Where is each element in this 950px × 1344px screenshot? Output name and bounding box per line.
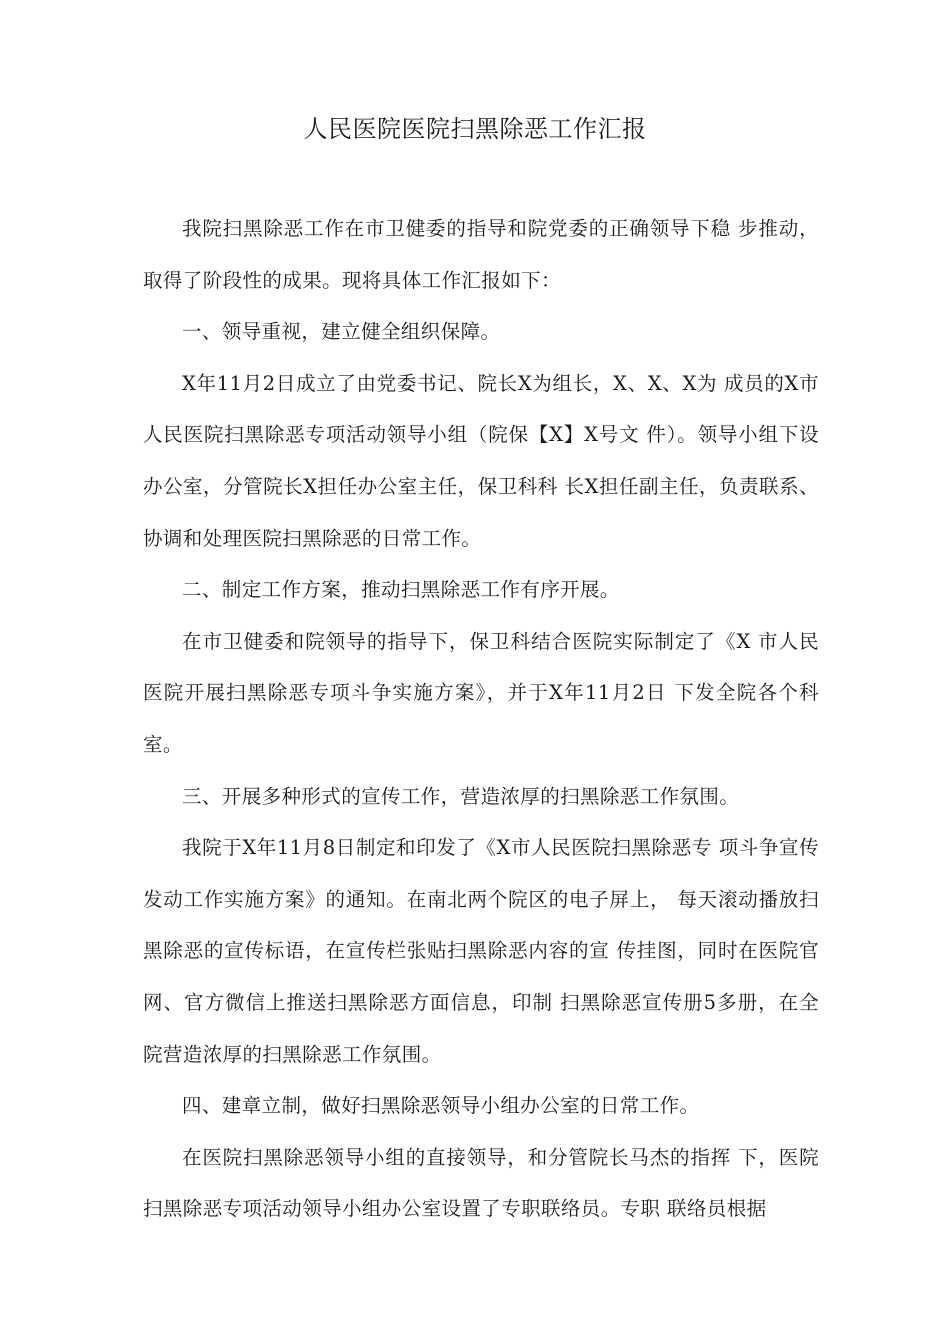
section-heading-1: 一、领导重视，建立健全组织保障。	[182, 320, 501, 344]
section-heading-2: 二、制定工作方案，推动扫黑除恶工作有序开展。	[182, 578, 620, 602]
section-heading-4: 四、建章立制，做好扫黑除恶领导小组办公室的日常工作。	[182, 1094, 700, 1118]
document-body	[143, 203, 819, 1235]
section-body-3: 我院于X年11月8日制定和印发了《X市人民医院扫黑除恶专 项斗争宣传发动工作实施方案》的通知。在南北两个院区的电子屏上， 每天滚动播放扫黑除恶的宣传标语，在宣传栏张贴扫黑除恶内容的宣 传挂图，同时在医院官网、官方微信上推送扫黑除恶方面信息，印制 扫黑除恶宣传册5多册，在全院营造浓厚的扫黑除恶工作氛围。	[143, 836, 819, 1066]
section-body-4: 在医院扫黑除恶领导小组的直接领导，和分管院长马杰的指挥 下，医院扫黑除恶专项活动领导小组办公室设置了专职联络员。专职 联络员根据	[143, 1145, 819, 1221]
section-body-1: X年11月2日成立了由党委书记、院长X为组长，X、X、X为 成员的X市人民医院扫黑除恶专项活动领导小组（院保【X】X号文 件）。领导小组下设办公室，分管院长X担任办公室主任，保卫科科 长X担任副主任，负责联系、协调和处理医院扫黑除恶的日常工作。	[143, 371, 819, 550]
intro-paragraph: 我院扫黑除恶工作在市卫健委的指导和院党委的正确领导下稳 步推动，取得了阶段性的成果。现将具体工作汇报如下：	[143, 217, 819, 292]
section-heading-3: 三、开展多种形式的宣传工作，营造浓厚的扫黑除恶工作氛围。	[182, 784, 740, 808]
document-title: 人民医院医院扫黑除恶工作汇报	[303, 115, 647, 143]
section-body-2: 在市卫健委和院领导的指导下，保卫科结合医院实际制定了《X 市人民医院开展扫黑除恶专项斗争实施方案》，并于X年11月2日 下发全院各个科室。	[143, 629, 819, 756]
